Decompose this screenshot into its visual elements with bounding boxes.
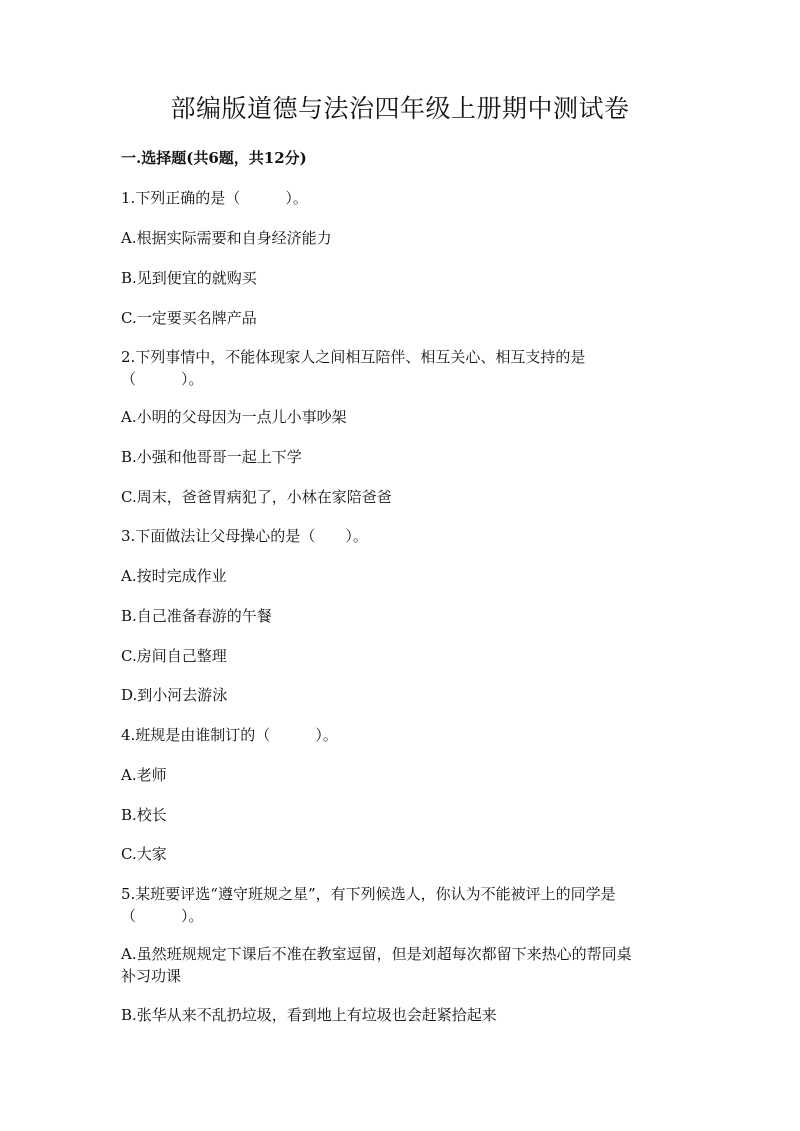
question-3-stem: 3.下面做法让父母操心的是（ ）。 [121, 527, 368, 545]
question-5-option-a-line-2: 补习功课 [121, 967, 182, 985]
section-heading: 一.选择题(共6题，共12分) [121, 149, 307, 167]
question-2-option-b: B.小强和他哥哥一起上下学 [121, 448, 302, 466]
question-2-stem-line-1: 2.下列事情中，不能体现家人之间相互陪伴、相互关心、相互支持的是 [121, 348, 586, 366]
question-5-option-a-line-1: A.虽然班规规定下课后不准在教室逗留，但是刘超每次都留下来热心的帮同桌 [121, 945, 632, 963]
page-title: 部编版道德与法治四年级上册期中测试卷 [170, 94, 630, 123]
question-4-option-a: A.老师 [121, 766, 167, 784]
question-3-option-a: A.按时完成作业 [121, 567, 227, 585]
question-4-option-c: C.大家 [121, 845, 167, 863]
question-2-option-a: A.小明的父母因为一点儿小事吵架 [121, 408, 347, 426]
question-1-option-b: B.见到便宜的就购买 [121, 269, 257, 287]
question-4-option-b: B.校长 [121, 806, 167, 824]
question-2-stem-line-2: （ ）。 [121, 370, 204, 388]
question-5-stem-line-1: 5.某班要评选“遵守班规之星”，有下列候选人，你认为不能被评上的同学是 [121, 885, 616, 903]
question-3-option-d: D.到小河去游泳 [121, 686, 228, 704]
question-5-stem-line-2: （ ）。 [121, 907, 204, 925]
question-2-option-c: C.周末，爸爸胃病犯了，小林在家陪爸爸 [121, 488, 392, 506]
question-1-stem: 1.下列正确的是（ ）。 [121, 189, 308, 207]
question-1-option-c: C.一定要买名牌产品 [121, 309, 257, 327]
question-4-stem: 4.班规是由谁制订的（ ）。 [121, 726, 338, 744]
question-5-option-b: B.张华从来不乱扔垃圾，看到地上有垃圾也会赶紧拾起来 [121, 1006, 497, 1024]
question-3-option-b: B.自己准备春游的午餐 [121, 607, 272, 625]
question-1-option-a: A.根据实际需要和自身经济能力 [121, 229, 332, 247]
question-3-option-c: C.房间自己整理 [121, 647, 227, 665]
